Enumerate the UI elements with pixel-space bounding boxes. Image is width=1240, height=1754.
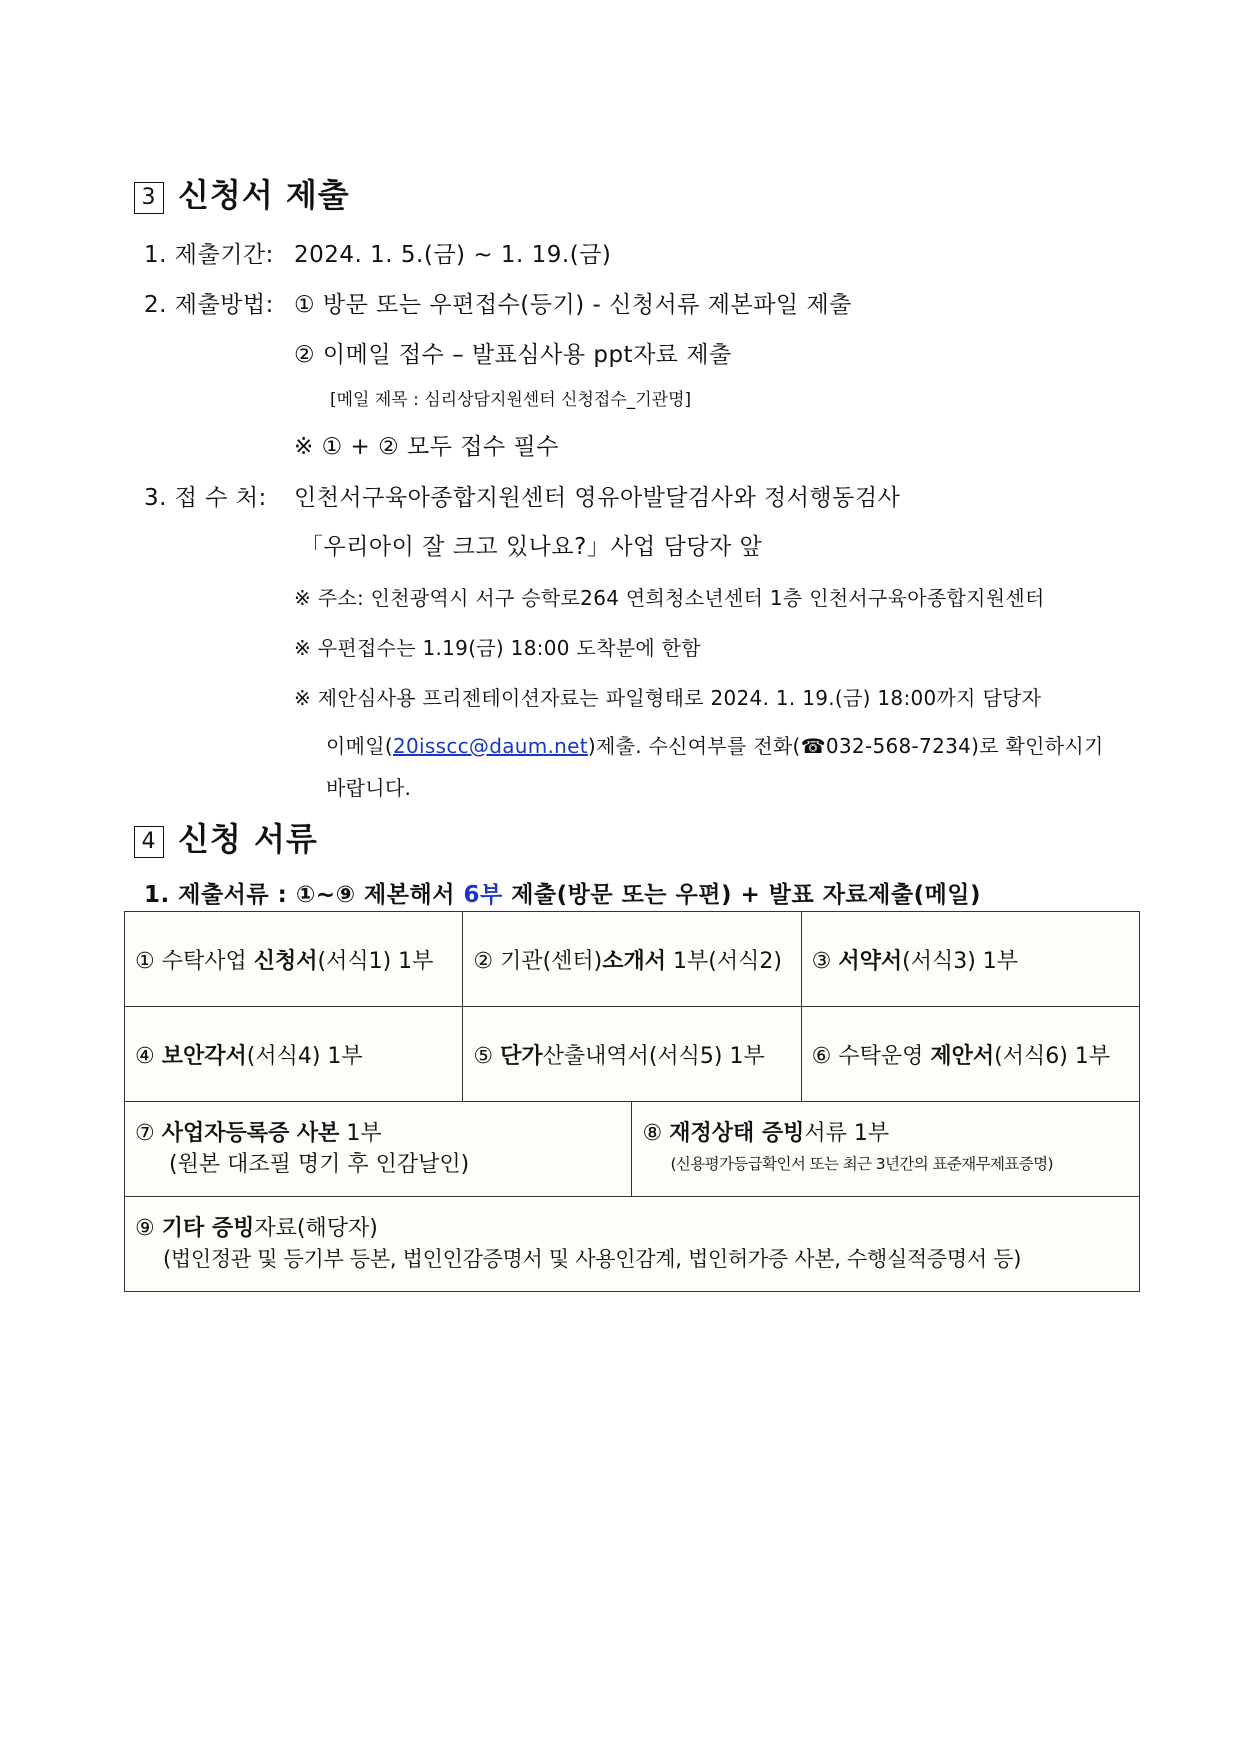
email-line — [326, 730, 1104, 759]
document-cell-4: ④ 보안각서(서식4) 1부 — [125, 1007, 463, 1102]
document-cell-7: ⑦ 사업자등록증 사본 1부 (원본 대조필 명기 후 인감날인) — [125, 1102, 632, 1197]
period-line — [144, 236, 611, 269]
section4-title: 신청 서류 — [178, 820, 318, 858]
section3-heading — [134, 170, 350, 216]
period-value: 2024. 1. 5.(금) ~ 1. 19.(금) — [294, 242, 612, 268]
document-cell-1: ① 수탁사업 신청서(서식1) 1부 — [125, 912, 463, 1007]
ppt-note: ※ 제안심사용 프리젠테이션자료는 파일형태로 2024. 1. 19.(금) 18:00까지 담당자 — [294, 686, 1042, 710]
receiver-project: 「우리아이 잘 크고 있나요?」사업 담당자 앞 — [300, 534, 763, 560]
subheading-suffix: 제출(방문 또는 우편) + 발표 자료제출(메일) — [502, 882, 982, 908]
email-prefix: 이메일( — [326, 734, 393, 758]
closing-text: 바랍니다. — [326, 776, 412, 800]
section4-number: 4 — [134, 826, 164, 858]
period-label: 1. 제출기간: — [144, 242, 274, 268]
section3-title: 신청서 제출 — [178, 176, 350, 214]
document-cell-6: ⑥ 수탁운영 제안서(서식6) 1부 — [801, 1007, 1139, 1102]
copies-highlight: 6부 — [463, 882, 503, 908]
method-line — [144, 286, 852, 319]
receiver-label: 3. 접 수 처: — [144, 485, 267, 511]
email-suffix: )제출. 수신여부를 전화(☎032-568-7234)로 확인하시기 — [587, 734, 1104, 758]
address-note: ※ 주소: 인천광역시 서구 승학로264 연희청소년센터 1층 인천서구육아종합지원센터 — [294, 586, 1045, 610]
post-deadline-note: ※ 우편접수는 1.19(금) 18:00 도착분에 한함 — [294, 636, 701, 660]
method-required-note: ※ ① + ② 모두 접수 필수 — [294, 434, 559, 460]
section4-heading — [134, 814, 318, 860]
subheading-prefix: 1. 제출서류 : ①~⑨ 제본해서 — [144, 882, 464, 908]
document-cell-5: ⑤ 단가산출내역서(서식5) 1부 — [463, 1007, 801, 1102]
documents-subheading — [144, 876, 981, 909]
section3-number: 3 — [134, 182, 164, 214]
method-label: 2. 제출방법: — [144, 292, 274, 318]
documents-table — [124, 911, 1140, 1292]
receiver-line — [144, 479, 900, 512]
document-cell-3: ③ 서약서(서식3) 1부 — [801, 912, 1139, 1007]
method-item-2: ② 이메일 접수 – 발표심사용 ppt자료 제출 — [294, 342, 732, 368]
mail-subject-note: [메일 제목 : 심리상담지원센터 신청접수_기관명] — [330, 390, 692, 410]
document-cell-9: ⑨ 기타 증빙자료(해당자) (법인정관 및 등기부 등본, 법인인감증명서 및 사용인감계, 법인허가증 사본, 수행실적증명서 등) — [125, 1197, 1140, 1292]
document-cell-8: ⑧ 재정상태 증빙서류 1부 (신용평가등급확인서 또는 최근 3년간의 표준재무제표증명) — [632, 1102, 1140, 1197]
receiver-name: 인천서구육아종합지원센터 영유아발달검사와 정서행동검사 — [294, 485, 901, 511]
document-cell-2: ② 기관(센터)소개서 1부(서식2) — [463, 912, 801, 1007]
email-link[interactable]: 20isscc@daum.net — [392, 734, 588, 758]
method-item-1: ① 방문 또는 우편접수(등기) - 신청서류 제본파일 제출 — [294, 292, 852, 318]
